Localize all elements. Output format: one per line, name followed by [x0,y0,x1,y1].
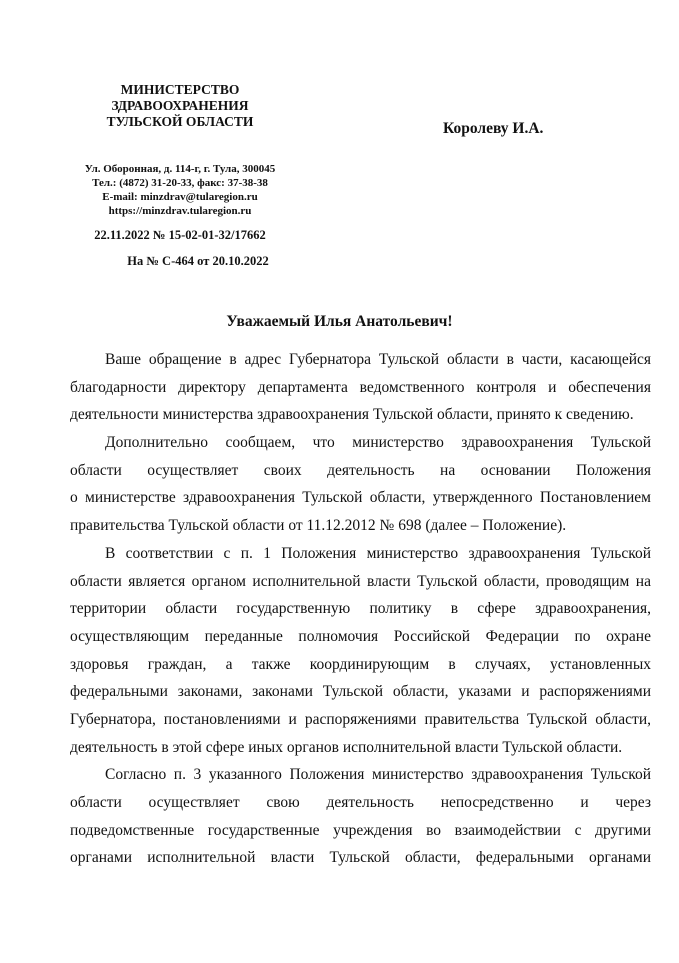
outgoing-reference: 22.11.2022 № 15-02-01-32/17662 [94,228,266,242]
paragraph-line: деятельности министерства здравоохранения Тульской области, принято к сведению. [70,406,634,424]
org-line: ЗДРАВООХРАНЕНИЯ [111,98,249,113]
paragraph-line: о министерстве здравоохранения Тульской области, утвержденного Постановлением [70,489,651,507]
paragraph-line: правительства Тульской области от 11.12.2012 № 698 (далее – Положение). [70,517,567,535]
paragraph-line: Ваше обращение в адрес Губернатора Тульской области в части, касающейся [105,351,651,368]
paragraph [70,761,651,872]
paragraph-line: деятельность в этой сфере иных органов исполнительной власти Тульской области. [70,738,623,756]
paragraph-line: области является органом исполнительной власти Тульской области, проводящим на [70,572,651,590]
org-line: МИНИСТЕРСТВО [120,82,240,97]
paragraph-line: Губернатора, постановлениями и распоряжениями правительства Тульской области, [70,710,651,728]
org-line: ТУЛЬСКОЙ ОБЛАСТИ [106,114,254,129]
phone-line: Тел.: (4872) 31-20-33, факс: 37-38-38 [92,177,268,189]
paragraph [70,346,651,429]
paragraph-line: области осуществляет свою деятельность непосредственно и через [70,794,651,811]
incoming-reference: На № С-464 от 20.10.2022 [127,254,269,268]
paragraph-line: территории области государственную политику в сфере здравоохранения, [70,600,651,618]
paragraph-line: федеральными законами, законами Тульской области, указами и распоряжениями [70,683,651,701]
letter-body [70,346,651,872]
paragraph-line: Согласно п. 3 указанного Положения министерство здравоохранения Тульской [105,766,651,784]
sender-address [60,162,300,218]
paragraph [70,540,651,762]
recipient: Королеву И.А. [443,120,544,137]
paragraph-line: Дополнительно сообщаем, что министерство здравоохранения Тульской [105,434,651,452]
paragraph-line: подведомственные государственные учреждения во взаимодействии с другими [70,821,651,839]
sender-organization [60,82,300,130]
paragraph-line: органами исполнительной власти Тульской области, федеральными органами [70,849,651,867]
paragraph-line: области осуществляет своих деятельность на основании Положения [70,461,651,479]
website-line: https://minzdrav.tularegion.ru [108,205,252,217]
paragraph-line: В соответствии с п. 1 Положения министерство здравоохранения Тульской [105,544,651,562]
paragraph [70,429,651,540]
paragraph-line: здоровья граждан, а также координирующим в случаях, установленных [70,655,651,673]
address-line: Ул. Оборонная, д. 114-г, г. Тула, 300045 [84,163,276,175]
email-line: E-mail: minzdrav@tularegion.ru [102,191,258,203]
greeting: Уважаемый Илья Анатольевич! [226,313,453,330]
paragraph-line: благодарности директору департамента ведомственного контроля и обеспечения [70,378,651,396]
paragraph-line: осуществляющим переданные полномочия Российской Федерации по охране [70,627,651,645]
